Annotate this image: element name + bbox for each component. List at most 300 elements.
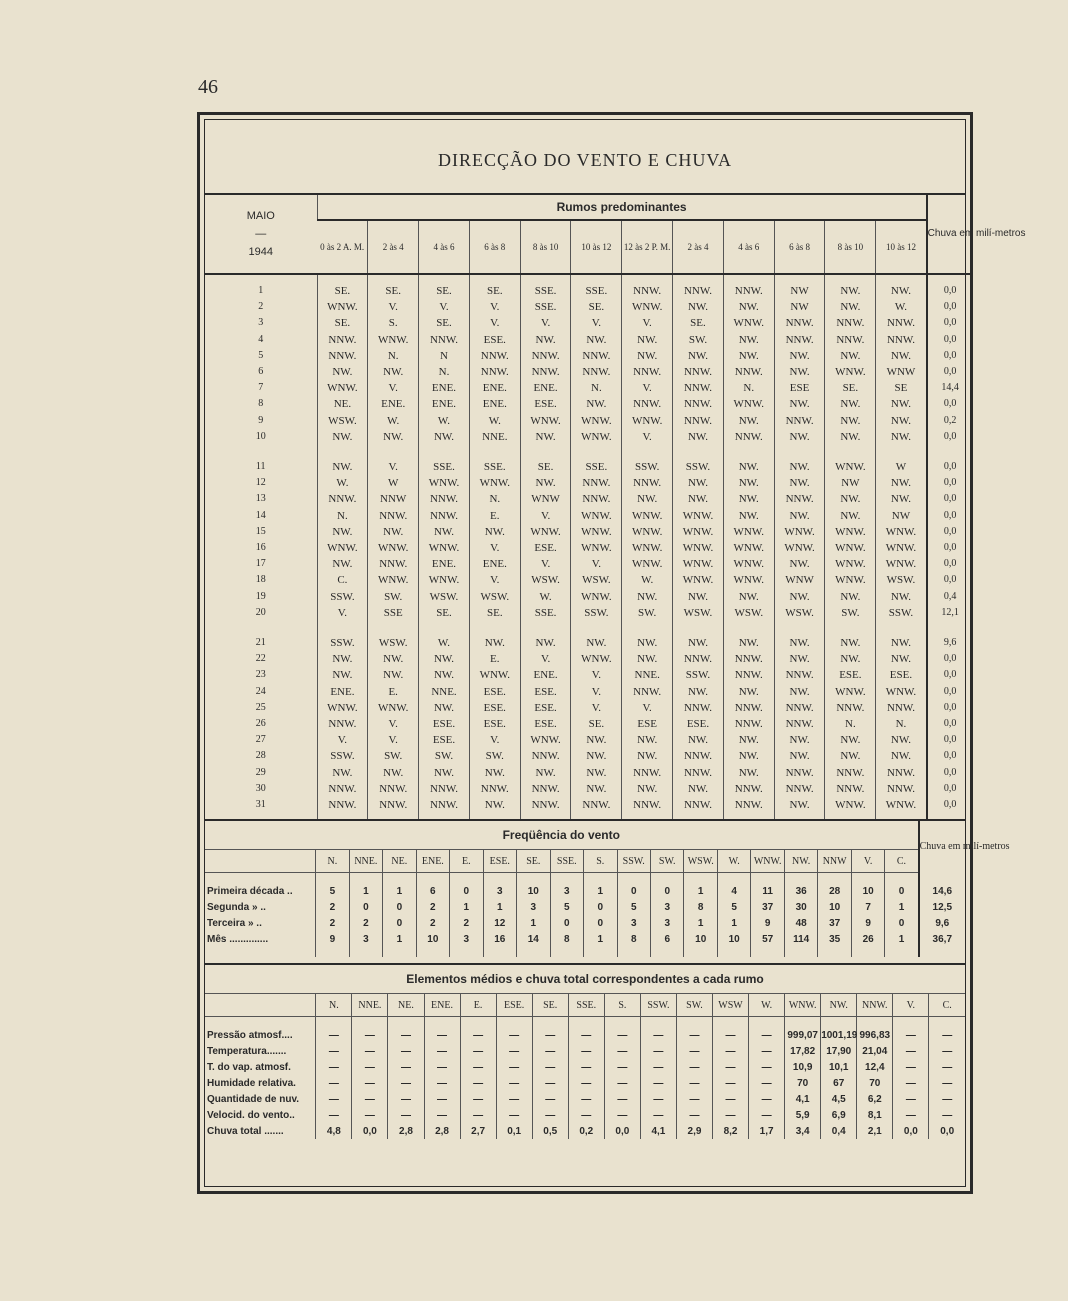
wind-cell: V.: [520, 508, 571, 524]
gap-cell: [825, 445, 876, 459]
gap-cell: [876, 445, 927, 459]
wind-cell: SE: [876, 380, 927, 396]
wind-cell: NNW.: [723, 667, 774, 683]
month-year: 1944: [248, 246, 273, 258]
rain-cell: 0,0: [927, 667, 973, 683]
gap-cell: [205, 621, 317, 635]
wind-cell: NW.: [469, 524, 520, 540]
rain-cell: 0,0: [927, 700, 973, 716]
element-cell: —: [496, 1027, 532, 1043]
spacer-cell: [640, 1017, 676, 1028]
frequency-cell: 9: [851, 915, 884, 931]
wind-cell: WNW.: [673, 508, 724, 524]
frequency-cell: 1: [584, 931, 617, 947]
wind-cell: ESE.: [520, 700, 571, 716]
spacer-cell: [784, 873, 817, 884]
blank-header: [205, 850, 316, 873]
wind-cell: ESE.: [825, 667, 876, 683]
gap-cell: [774, 445, 825, 459]
element-cell: —: [496, 1059, 532, 1075]
wind-cell: V.: [520, 315, 571, 331]
rain-cell: 0,0: [927, 332, 973, 348]
day-number: 28: [255, 750, 266, 762]
rain-cell: 0,0: [927, 459, 973, 475]
interval-header: 8 às 10: [520, 220, 571, 274]
element-cell: —: [713, 1043, 749, 1059]
frequency-cell: 1: [684, 883, 717, 899]
direction-header: WSW.: [684, 850, 717, 873]
wind-cell: WNW.: [469, 475, 520, 491]
wind-cell: ESE.: [673, 716, 724, 732]
rain-cell: 0,4: [927, 589, 973, 605]
direction-header: E.: [450, 850, 483, 873]
wind-cell: NW.: [419, 700, 470, 716]
frequency-cell: 3: [617, 915, 650, 931]
element-cell: —: [713, 1091, 749, 1107]
wind-cell: NW.: [520, 429, 571, 445]
wind-cell: W.: [469, 413, 520, 429]
element-cell: —: [496, 1107, 532, 1123]
wind-cell: WSW.: [419, 589, 470, 605]
day-row: [205, 700, 973, 716]
day-row: [205, 572, 973, 588]
wind-cell: W.: [419, 635, 470, 651]
wind-cell: E.: [368, 684, 419, 700]
frequency-cell: 3: [650, 899, 683, 915]
wind-cell: NW.: [419, 667, 470, 683]
frequency-cell: 114: [784, 931, 817, 947]
wind-cell: NW.: [825, 274, 876, 299]
element-cell: —: [893, 1091, 929, 1107]
wind-cell: NNW.: [673, 651, 724, 667]
element-cell: —: [893, 1027, 929, 1043]
frequency-cell: 10: [818, 899, 851, 915]
direction-header: SW.: [676, 994, 712, 1017]
wind-cell: WNW.: [825, 572, 876, 588]
element-cell: 70: [857, 1075, 893, 1091]
gap-cell: [825, 621, 876, 635]
wind-cell: SSW.: [317, 589, 368, 605]
day-row: [205, 332, 973, 348]
elements-title: Elementos médios e chuva total correspondentes a cada rumo: [406, 972, 764, 987]
wind-cell: NW.: [622, 332, 673, 348]
frequency-cell: 12: [483, 915, 516, 931]
wind-cell: NNW.: [673, 700, 724, 716]
direction-header: SE.: [532, 994, 568, 1017]
wind-cell: NW.: [723, 684, 774, 700]
wind-cell: NNW.: [774, 413, 825, 429]
rain-cell: 0,0: [927, 716, 973, 732]
wind-cell: WNW.: [825, 797, 876, 819]
wind-cell: NNW.: [673, 396, 724, 412]
rain-cell: 0,0: [927, 732, 973, 748]
wind-cell: NW.: [317, 765, 368, 781]
spacer-cell: [885, 947, 919, 957]
wind-cell: SW.: [469, 748, 520, 764]
wind-cell: NW.: [673, 491, 724, 507]
blank-header: [205, 994, 316, 1017]
gap-cell: [927, 621, 973, 635]
wind-cell: NW.: [723, 299, 774, 315]
spacer-cell: [713, 1017, 749, 1028]
spacer-cell: [818, 873, 851, 884]
rain-cell: 0,0: [927, 508, 973, 524]
element-cell: 10,1: [821, 1059, 857, 1075]
frequency-table: [205, 821, 1010, 957]
rain-cell: 0,0: [927, 524, 973, 540]
wind-cell: NNW.: [825, 315, 876, 331]
wind-cell: NW.: [774, 508, 825, 524]
elements-row: [205, 1091, 965, 1107]
gap-cell: [419, 621, 470, 635]
row-label: T. do vap. atmosf.: [207, 1061, 291, 1073]
frequency-title: Freqüência do vento: [502, 828, 620, 843]
day-row: [205, 781, 973, 797]
frequency-cell: 28: [818, 883, 851, 899]
wind-cell: NW.: [723, 732, 774, 748]
wind-cell: NW.: [469, 765, 520, 781]
wind-cell: NNW.: [317, 491, 368, 507]
direction-header: SSW.: [640, 994, 676, 1017]
wind-cell: NW.: [825, 348, 876, 364]
wind-cell: SW.: [368, 589, 419, 605]
wind-cell: NW.: [673, 589, 724, 605]
wind-cell: NW.: [317, 556, 368, 572]
spacer-cell: [349, 873, 382, 884]
wind-cell: SSE.: [571, 274, 622, 299]
element-cell: 0,0: [893, 1123, 929, 1139]
direction-header: NW.: [784, 850, 817, 873]
frequency-cell: 6: [650, 931, 683, 947]
spacer-cell: [424, 1017, 460, 1028]
wind-cell: WNW.: [876, 556, 927, 572]
spacer-cell: [383, 947, 416, 957]
frequency-cell: 5: [617, 899, 650, 915]
wind-cell: NNW.: [419, 797, 470, 819]
day-row: [205, 491, 973, 507]
wind-cell: NW.: [774, 748, 825, 764]
wind-cell: NW.: [317, 429, 368, 445]
element-cell: 4,1: [640, 1123, 676, 1139]
wind-cell: NW.: [723, 635, 774, 651]
wind-cell: NNW.: [723, 364, 774, 380]
day-number: 4: [258, 333, 264, 345]
wind-cell: NW.: [774, 732, 825, 748]
spacer-cell: [857, 1017, 893, 1028]
rain-cell: 0,0: [927, 651, 973, 667]
direction-header: SW.: [650, 850, 683, 873]
frequency-cell: 26: [851, 931, 884, 947]
rain-cell: 0,0: [927, 748, 973, 764]
day-row: [205, 635, 973, 651]
wind-cell: NW.: [876, 429, 927, 445]
wind-cell: NW.: [723, 332, 774, 348]
element-cell: —: [496, 1043, 532, 1059]
day-number: 5: [258, 349, 264, 361]
direction-header: C.: [929, 994, 965, 1017]
wind-cell: WNW.: [723, 396, 774, 412]
wind-cell: V.: [622, 700, 673, 716]
direction-header: NW.: [821, 994, 857, 1017]
wind-cell: SSW.: [317, 635, 368, 651]
gap-cell: [520, 445, 571, 459]
wind-cell: V.: [571, 700, 622, 716]
wind-cell: WNW.: [571, 540, 622, 556]
spacer-cell: [532, 1017, 568, 1028]
spacer-cell: [919, 873, 965, 884]
element-cell: —: [893, 1075, 929, 1091]
wind-cell: NW.: [520, 765, 571, 781]
day-row: [205, 589, 973, 605]
wind-cell: NW.: [622, 651, 673, 667]
day-row: [205, 667, 973, 683]
wind-cell: NW.: [774, 396, 825, 412]
spacer-cell: [717, 947, 750, 957]
spacer-cell: [316, 1017, 352, 1028]
direction-header: NNE.: [349, 850, 382, 873]
element-cell: —: [424, 1043, 460, 1059]
interval-header: 2 às 4: [673, 220, 724, 274]
wind-cell: SSW.: [571, 605, 622, 621]
frequency-cell: 0: [885, 915, 919, 931]
element-cell: —: [352, 1027, 388, 1043]
wind-cell: NW.: [825, 589, 876, 605]
wind-cell: NW.: [876, 651, 927, 667]
element-cell: 17,82: [785, 1043, 821, 1059]
element-cell: 2,7: [460, 1123, 496, 1139]
spacer-cell: [205, 1017, 316, 1028]
wind-cell: WSW.: [571, 572, 622, 588]
wind-cell: NNE.: [622, 667, 673, 683]
wind-cell: WSW.: [469, 589, 520, 605]
frequency-cell: 6: [416, 883, 449, 899]
wind-cell: W.: [419, 413, 470, 429]
day-number: 14: [255, 509, 266, 521]
wind-cell: NNW.: [723, 781, 774, 797]
wind-cell: W: [876, 459, 927, 475]
wind-cell: WNW.: [876, 524, 927, 540]
wind-cell: SSE.: [520, 299, 571, 315]
wind-cell: NW.: [368, 765, 419, 781]
wind-cell: NW.: [368, 429, 419, 445]
row-label: Temperatura.......: [207, 1045, 287, 1057]
wind-cell: WNW.: [520, 413, 571, 429]
spacer-cell: [568, 1017, 604, 1028]
element-cell: —: [604, 1107, 640, 1123]
wind-cell: NNW.: [520, 797, 571, 819]
wind-cell: NNW.: [317, 716, 368, 732]
spacer-cell: [751, 873, 784, 884]
wind-cell: SE.: [317, 315, 368, 331]
wind-cell: E.: [469, 651, 520, 667]
wind-cell: WNW.: [368, 540, 419, 556]
interval-header: 6 às 8: [774, 220, 825, 274]
wind-cell: NNW.: [825, 700, 876, 716]
gap-cell: [673, 445, 724, 459]
element-cell: —: [352, 1091, 388, 1107]
element-cell: 4,5: [821, 1091, 857, 1107]
spacer-cell: [205, 947, 316, 957]
frequency-cell: 57: [751, 931, 784, 947]
wind-cell: V.: [571, 315, 622, 331]
wind-cell: NW.: [673, 348, 724, 364]
elements-table: [205, 965, 965, 1139]
wind-cell: NNW.: [469, 781, 520, 797]
day-number: 2: [258, 301, 264, 313]
element-cell: —: [568, 1075, 604, 1091]
wind-cell: WNW.: [419, 572, 470, 588]
wind-cell: SW.: [825, 605, 876, 621]
spacer-cell: [383, 873, 416, 884]
wind-cell: NNW.: [723, 700, 774, 716]
month-header: [205, 195, 317, 274]
wind-cell: NNW.: [571, 364, 622, 380]
rain-cell: 36,7: [919, 931, 965, 947]
wind-cell: NNE.: [469, 429, 520, 445]
spacer-cell: [349, 947, 382, 957]
frequency-cell: 1: [885, 931, 919, 947]
element-cell: —: [749, 1027, 785, 1043]
element-cell: 12,4: [857, 1059, 893, 1075]
frequency-cell: 11: [751, 883, 784, 899]
wind-cell: WNW.: [723, 572, 774, 588]
element-cell: —: [749, 1091, 785, 1107]
element-cell: —: [713, 1027, 749, 1043]
table-inner: [204, 119, 1026, 1187]
wind-cell: NW.: [723, 748, 774, 764]
wind-cell: SE.: [469, 605, 520, 621]
wind-cell: ESE.: [520, 396, 571, 412]
wind-cell: NNW.: [876, 332, 927, 348]
interval-header: 10 às 12: [571, 220, 622, 274]
wind-cell: NNW.: [673, 748, 724, 764]
wind-cell: NNW.: [469, 348, 520, 364]
frequency-cell: 1: [349, 883, 382, 899]
wind-cell: WNW.: [825, 684, 876, 700]
direction-header: W.: [749, 994, 785, 1017]
wind-cell: NNW.: [520, 781, 571, 797]
row-label: Segunda » ..: [207, 901, 266, 913]
element-cell: 0,0: [604, 1123, 640, 1139]
wind-cell: WNW.: [571, 524, 622, 540]
wind-cell: NNW.: [520, 748, 571, 764]
element-cell: —: [532, 1091, 568, 1107]
row-label: Pressão atmosf....: [207, 1029, 293, 1041]
wind-cell: NNW.: [673, 274, 724, 299]
day-row: [205, 396, 973, 412]
element-cell: —: [676, 1075, 712, 1091]
wind-cell: WNW.: [723, 540, 774, 556]
wind-cell: WNW.: [876, 797, 927, 819]
day-row: [205, 524, 973, 540]
page-title: DIRECÇÃO DO VENTO E CHUVA: [205, 120, 965, 195]
wind-cell: WNW: [774, 572, 825, 588]
wind-cell: NW.: [774, 348, 825, 364]
wind-cell: SSE.: [520, 605, 571, 621]
wind-cell: NNW.: [723, 797, 774, 819]
wind-cell: NW: [774, 274, 825, 299]
wind-cell: NW.: [825, 635, 876, 651]
elements-row: [205, 1059, 965, 1075]
direction-header: S.: [604, 994, 640, 1017]
rain-cell: 0,0: [927, 684, 973, 700]
frequency-cell: 37: [751, 899, 784, 915]
wind-cell: WNW.: [673, 572, 724, 588]
frequency-cell: 10: [684, 931, 717, 947]
wind-cell: WNW.: [673, 540, 724, 556]
month-label: MAIO: [246, 210, 275, 222]
wind-cell: NNW.: [622, 684, 673, 700]
day-number: 17: [255, 558, 266, 570]
wind-cell: WNW.: [622, 524, 673, 540]
day-number: 11: [255, 461, 266, 473]
element-cell: —: [640, 1043, 676, 1059]
wind-cell: NNW.: [317, 348, 368, 364]
row-label: Primeira década ..: [207, 885, 293, 897]
element-cell: —: [604, 1059, 640, 1075]
spacer-cell: [388, 1017, 424, 1028]
day-row: [205, 429, 973, 445]
element-cell: —: [352, 1059, 388, 1075]
wind-cell: NW.: [825, 732, 876, 748]
frequency-cell: 8: [550, 931, 583, 947]
frequency-cell: 48: [784, 915, 817, 931]
element-cell: —: [676, 1059, 712, 1075]
day-row: [205, 732, 973, 748]
wind-cell: NW.: [622, 781, 673, 797]
element-cell: —: [316, 1027, 352, 1043]
wind-cell: NW.: [723, 508, 774, 524]
day-number: 21: [255, 637, 266, 649]
wind-cell: NW.: [622, 748, 673, 764]
day-row: [205, 797, 973, 819]
frequency-cell: 1: [684, 915, 717, 931]
frequency-cell: 37: [818, 915, 851, 931]
frequency-cell: 7: [851, 899, 884, 915]
wind-cell: NNW.: [774, 491, 825, 507]
frequency-cell: 0: [617, 883, 650, 899]
gap-cell: [368, 445, 419, 459]
elements-section: [205, 963, 965, 1139]
element-cell: —: [929, 1107, 965, 1123]
day-number: 22: [255, 653, 266, 665]
wind-cell: NW.: [317, 524, 368, 540]
wind-cell: V.: [469, 299, 520, 315]
element-cell: —: [568, 1091, 604, 1107]
day-number: 1: [258, 285, 264, 296]
frequency-cell: 3: [650, 915, 683, 931]
elements-row: [205, 1043, 965, 1059]
day-row: [205, 556, 973, 572]
wind-cell: NNW: [368, 491, 419, 507]
wind-cell: NNW.: [368, 797, 419, 819]
wind-cell: ESE.: [469, 716, 520, 732]
wind-cell: W: [368, 475, 419, 491]
spacer-row: [205, 947, 965, 957]
wind-cell: NW.: [419, 524, 470, 540]
spacer-cell: [821, 1017, 857, 1028]
element-cell: 70: [785, 1075, 821, 1091]
direction-header: WSW: [713, 994, 749, 1017]
frequency-cell: 1: [584, 883, 617, 899]
element-cell: —: [424, 1027, 460, 1043]
wind-cell: NW.: [774, 556, 825, 572]
day-row: [205, 508, 973, 524]
wind-cell: NW.: [723, 765, 774, 781]
wind-cell: ENE.: [520, 380, 571, 396]
frequency-cell: 0: [383, 899, 416, 915]
wind-cell: NNW.: [317, 332, 368, 348]
